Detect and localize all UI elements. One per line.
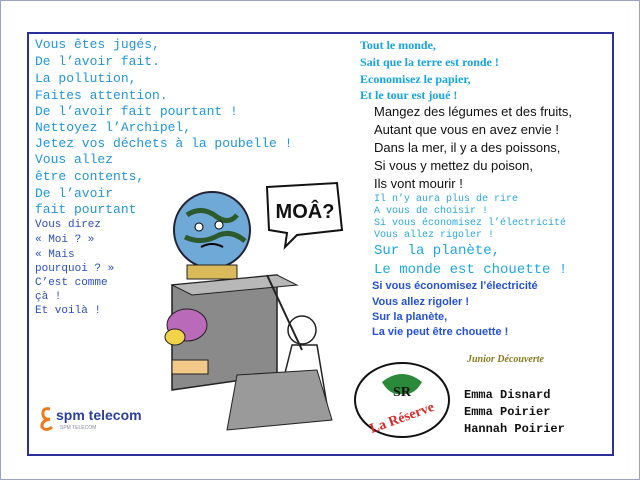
poem-line: Nettoyez l’Archipel, <box>35 120 192 135</box>
reserve-monogram: SR <box>393 385 411 400</box>
verse-line: Si vous économisez l’électricité <box>374 218 567 229</box>
verse-line: Le monde est chouette ! <box>374 262 568 278</box>
spm-telecom-name: spm telecom <box>56 407 142 423</box>
verse-line: Autant que vous en avez envie ! <box>374 122 560 137</box>
poem-line: çà ! <box>35 291 62 303</box>
poem-line: Vous allez <box>35 152 114 167</box>
la-reserve-logo <box>352 360 452 440</box>
verse-line: Sur la planète, <box>374 243 501 259</box>
verse-line: Dans la mer, il y a des poissons, <box>374 140 561 155</box>
poem-line: Faites attention. <box>35 88 168 103</box>
poem-line: être contents, <box>35 169 145 184</box>
spm-telecom-logo <box>38 405 142 436</box>
speech-bubble-text: MOÂ? <box>275 201 335 223</box>
junior-decouverte-label: Junior Découverte <box>467 354 544 365</box>
verse-line: Sait que la terre est ronde ! <box>360 55 499 69</box>
author-name: Emma Poirier <box>464 405 551 419</box>
poem-line: Et voilà ! <box>35 305 102 317</box>
verse-line: Vous allez rigoler ! <box>374 230 495 241</box>
verse-line: Vous allez rigoler ! <box>372 296 469 308</box>
poem-line: « Moi ? » <box>35 234 95 246</box>
poem-line: « Mais <box>35 249 75 261</box>
verse-line: La vie peut être chouette ! <box>372 326 509 338</box>
verse-line: Et le tour est joué ! <box>360 88 458 102</box>
verse-line: Economisez le papier, <box>360 72 471 86</box>
verse-line: Mangez des légumes et des fruits, <box>374 104 572 119</box>
poem-line: De l’avoir <box>35 186 114 201</box>
spm-telecom-tagline: SPM TELECOM <box>60 425 97 431</box>
poem-line: C’est comme <box>35 277 108 289</box>
verse-line: Si vous économisez l’électricité <box>372 280 538 292</box>
verse-line: Il n’y aura plus de rire <box>374 194 519 205</box>
verse-line: Tout le monde, <box>360 38 436 52</box>
poem-line: Vous direz <box>35 219 102 231</box>
verse-line: Sur la planète, <box>372 311 448 323</box>
reserve-name: La Réserve <box>368 399 437 438</box>
author-name: Emma Disnard <box>464 388 551 402</box>
poem-line: Jetez vos déchets à la poubelle ! <box>35 136 293 151</box>
cartoon-illustration <box>157 175 347 445</box>
poem-line: Vous êtes jugés, <box>35 37 160 52</box>
poem-line: fait pourtant <box>35 202 137 217</box>
poem-line: La pollution, <box>35 71 137 86</box>
spm-ampersand-icon <box>38 405 56 431</box>
verse-line: Ils vont mourir ! <box>374 176 463 191</box>
poem-line: De l’avoir fait. <box>35 54 160 69</box>
verse-line: A vous de choisir ! <box>374 206 489 217</box>
poem-line: pourquoi ? » <box>35 263 115 275</box>
verse-line: Si vous y mettez du poison, <box>374 158 533 173</box>
poem-line: De l’avoir fait pourtant ! <box>35 104 238 119</box>
author-name: Hannah Poirier <box>464 422 565 436</box>
